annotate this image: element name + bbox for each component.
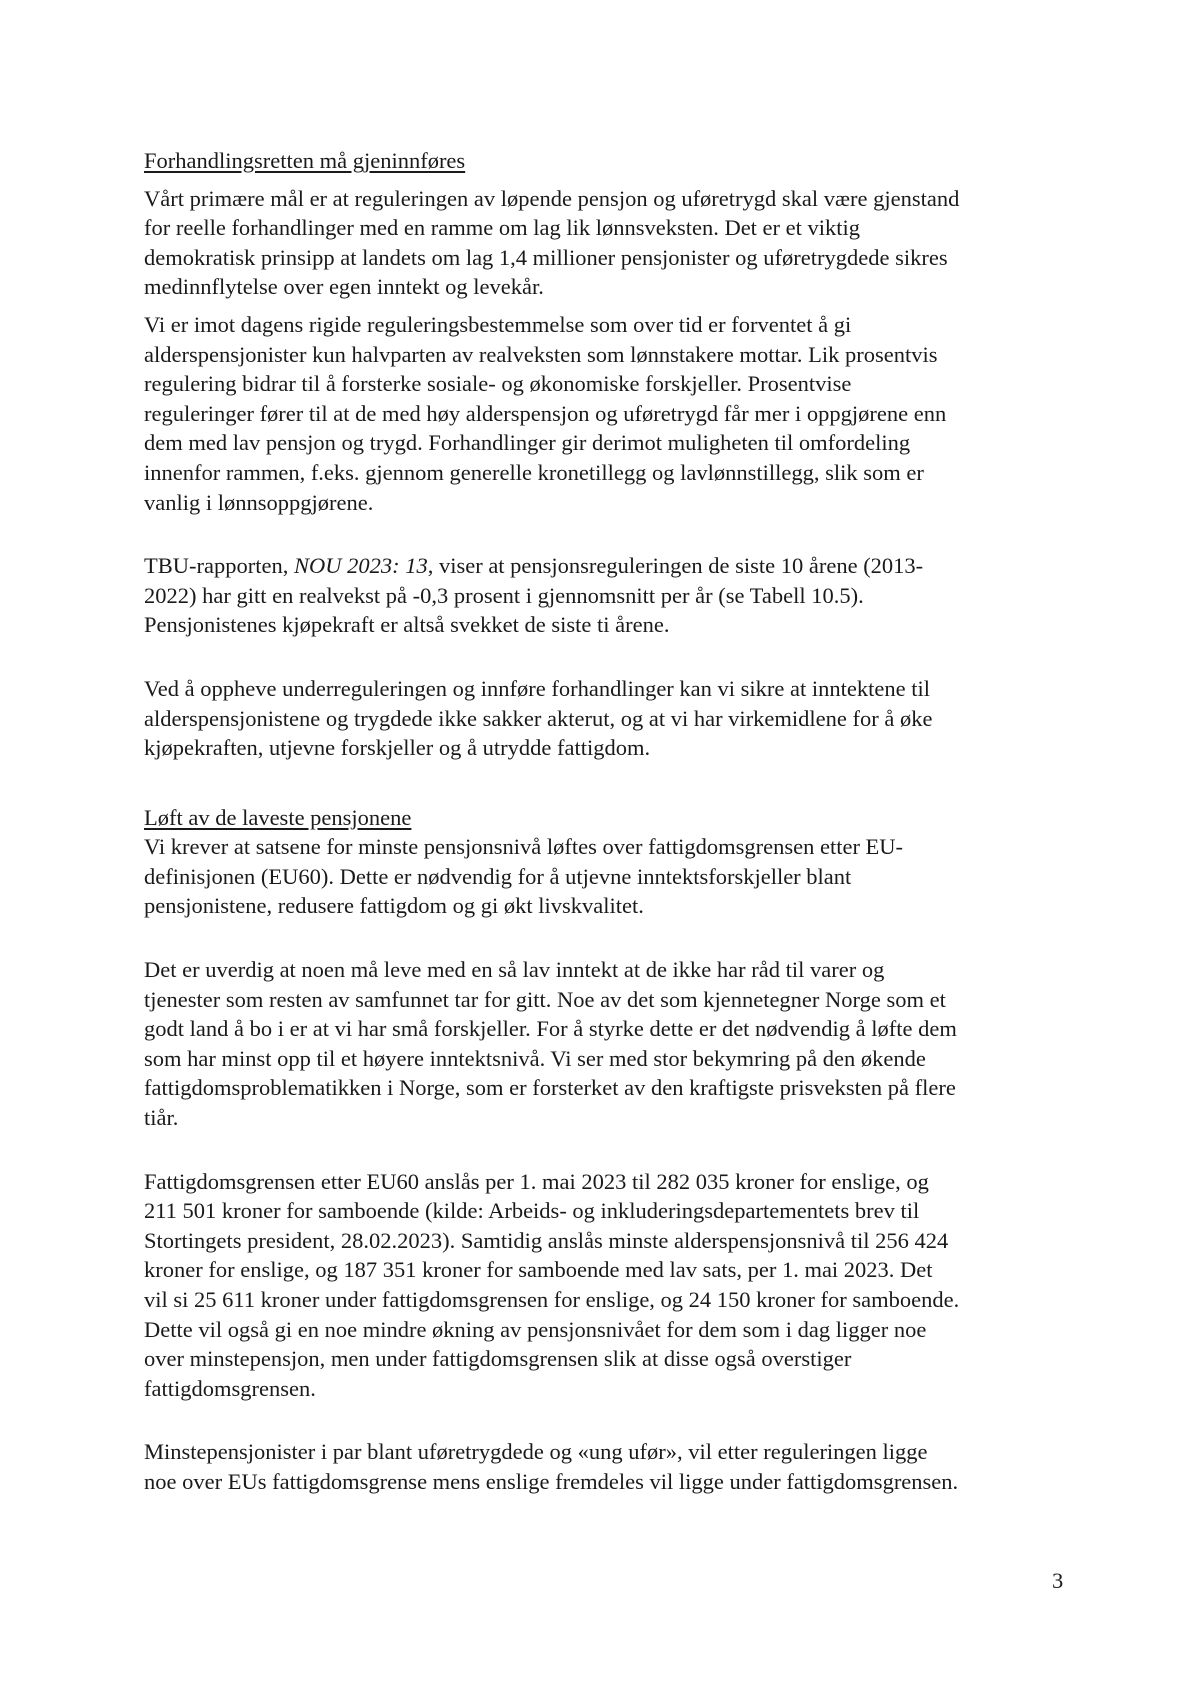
text-line: Stortingets president, 28.02.2023). Samtidig anslås minste alderspensjonsnivå til 256 424 <box>144 1227 949 1253</box>
text-line: vil si 25 611 kroner under fattigdomsgrensen for enslige, og 24 150 kroner for samboende. <box>144 1287 960 1312</box>
text-line: for reelle forhandlinger med en ramme om lag lik lønnsveksten. Det er et viktig <box>144 215 861 241</box>
text-line: reguleringer fører til at de med høy alderspensjon og uføretrygd får mer i oppgjørene enn <box>144 400 947 426</box>
text-line: innenfor rammen, f.eks. gjennom generelle kronetillegg og lavlønnstillegg, slik som er <box>144 459 924 485</box>
text-line: 2022) har gitt en realvekst på -0,3 prosent i gjennomsnitt per år (se Tabell 10.5). <box>144 582 864 608</box>
text-line: kjøpekraften, utjevne forskjeller og å utrydde fattigdom. <box>144 735 651 761</box>
section-heading: Løft av de laveste pensjonene <box>144 804 412 830</box>
paragraph-tbu <box>144 551 1066 640</box>
text-line: godt land å bo i er at vi har små forskjeller. For å styrke dette er det nødvendig å løfte dem <box>144 1016 957 1042</box>
text-line: Vi er imot dagens rigide reguleringsbestemmelse som over tid er forventet å gi <box>144 311 852 337</box>
text-run: , viser at pensjonsreguleringen de siste 10 årene (2013- <box>427 553 924 579</box>
paragraph <box>144 674 1066 763</box>
document-page <box>144 146 1066 1497</box>
text-line: kroner for enslige, og 187 351 kroner for samboende med lav sats, per 1. mai 2023. Det <box>144 1257 933 1283</box>
paragraph <box>144 310 1066 517</box>
text-line: alderspensjonister kun halvparten av realveksten som lønnstakere mottar. Lik prosentvis <box>144 341 938 367</box>
text-line <box>144 551 1066 581</box>
paragraph <box>144 184 1066 302</box>
text-line: Det er uverdig at noen må leve med en så lav inntekt at de ikke har råd til varer og <box>144 957 885 983</box>
text-line: 211 501 kroner for samboende (kilde: Arbeids- og inkluderingsdepartementets brev til <box>144 1198 920 1224</box>
text-line: tjenester som resten av samfunnet tar for gitt. Noe av det som kjennetegner Norge som et <box>144 986 946 1012</box>
text-line: Ved å oppheve underreguleringen og innføre forhandlinger kan vi sikre at inntektene til <box>144 675 930 701</box>
text-run: TBU-rapporten, <box>144 553 294 579</box>
text-line: medinnflytelse over egen inntekt og levekår. <box>144 274 544 300</box>
text-line: fattigdomsgrensen. <box>144 1375 316 1401</box>
text-line: fattigdomsproblematikken i Norge, som er forsterket av den kraftigste prisveksten på flere <box>144 1075 956 1101</box>
text-line: regulering bidrar til å forsterke sosiale- og økonomiske forskjeller. Prosentvise <box>144 371 852 397</box>
text-line: noe over EUs fattigdomsgrense mens enslige fremdeles vil ligge under fattigdomsgrensen. <box>144 1468 959 1494</box>
text-line: definisjonen (EU60). Dette er nødvendig for å utjevne inntektsforskjeller blant <box>144 863 852 889</box>
text-line: Dette vil også gi en noe mindre økning av pensjonsnivået for dem som i dag ligger noe <box>144 1316 927 1342</box>
text-line: dem med lav pensjon og trygd. Forhandlinger gir derimot muligheten til omfordeling <box>144 430 911 456</box>
page-number: 3 <box>1052 1568 1064 1593</box>
paragraph <box>144 1167 1066 1404</box>
section-heading: Forhandlingsretten må gjeninnføres <box>144 148 466 173</box>
text-line: alderspensjonistene og trygdede ikke sakker akterut, og at vi har virkemidlene for å øke <box>144 705 933 731</box>
text-line: vanlig i lønnsoppgjørene. <box>144 489 374 515</box>
report-reference: NOU 2023: 13 <box>293 553 428 579</box>
text-line: Vårt primære mål er at reguleringen av løpende pensjon og uføretrygd skal være gjenstand <box>144 185 960 211</box>
text-line: Pensjonistenes kjøpekraft er altså svekket de siste ti årene. <box>144 612 670 638</box>
text-line: Fattigdomsgrensen etter EU60 anslås per 1. mai 2023 til 282 035 kroner for enslige, og <box>144 1168 929 1194</box>
text-line: Minstepensjonister i par blant uføretrygdede og «ung ufør», vil etter reguleringen ligge <box>144 1439 928 1465</box>
text-line: pensjonistene, redusere fattigdom og gi økt livskvalitet. <box>144 893 644 919</box>
paragraph <box>144 1437 1066 1496</box>
paragraph <box>144 955 1066 1133</box>
text-line: demokratisk prinsipp at landets om lag 1,4 millioner pensjonister og uføretrygdede sikres <box>144 244 948 270</box>
text-line: Vi krever at satsene for minste pensjonsnivå løftes over fattigdomsgrensen etter EU- <box>144 834 904 860</box>
paragraph <box>144 832 1066 921</box>
text-line: som har minst opp til et høyere inntektsnivå. Vi ser med stor bekymring på den økende <box>144 1045 926 1071</box>
text-line: over minstepensjon, men under fattigdomsgrensen slik at disse også overstiger <box>144 1346 852 1372</box>
text-line: tiår. <box>144 1105 179 1131</box>
